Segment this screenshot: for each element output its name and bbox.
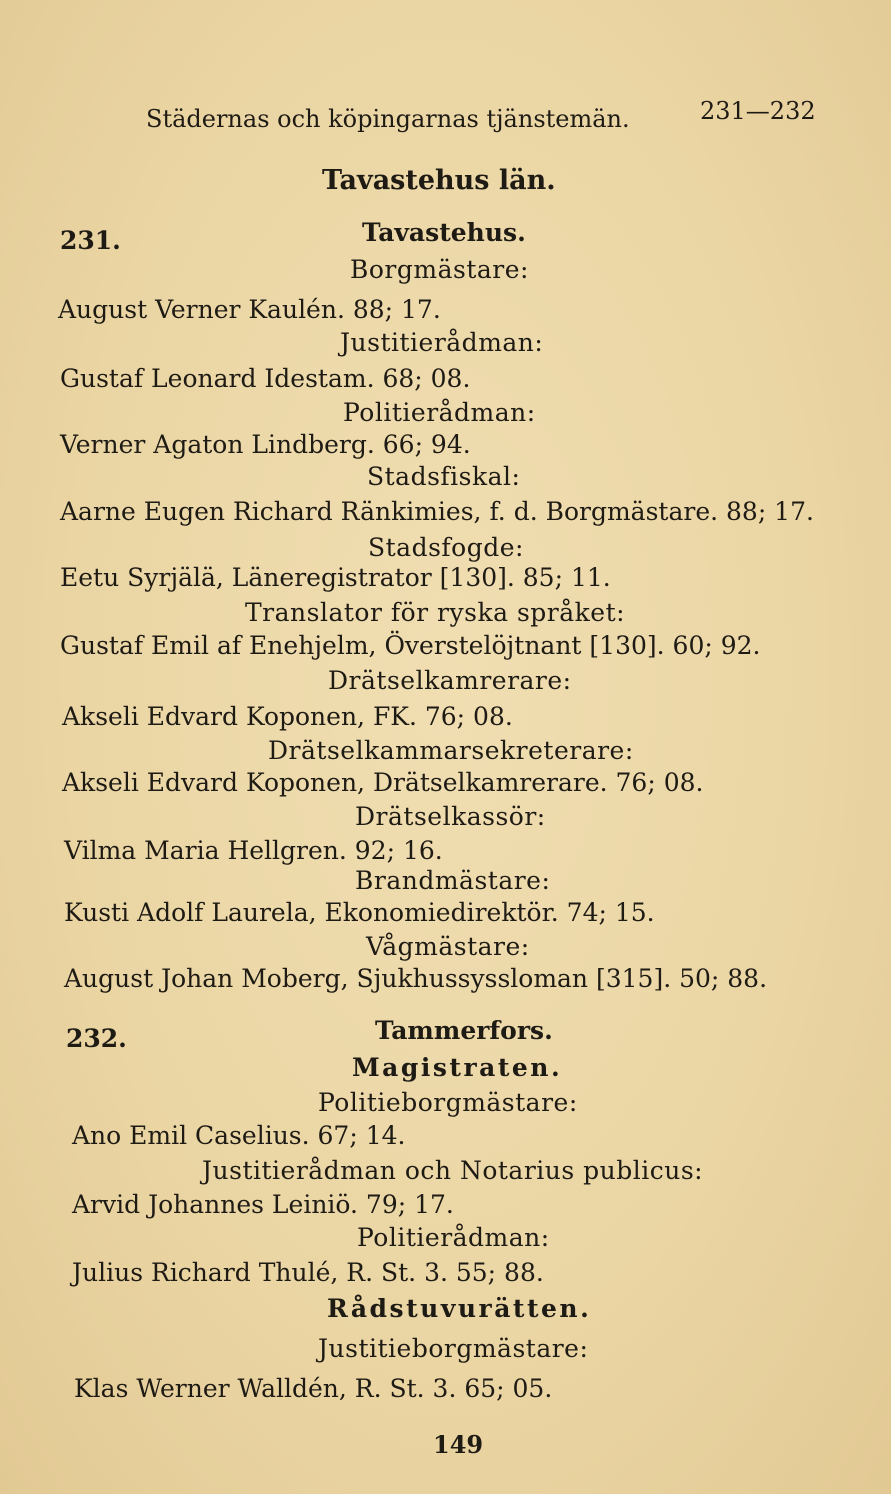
role-label: Drätselkassör:	[355, 802, 546, 831]
role-label: Stadsfogde:	[368, 533, 524, 562]
person-entry: Gustaf Leonard Idestam. 68; 08.	[60, 364, 471, 393]
role-label: Politierådman:	[357, 1223, 550, 1252]
role-label: Vågmästare:	[366, 932, 530, 961]
section-number: 231.	[60, 226, 121, 255]
person-entry: Verner Agaton Lindberg. 66; 94.	[60, 430, 471, 459]
person-entry: Gustaf Emil af Enehjelm, Överstelöjtnant [130]. 60; 92.	[60, 631, 761, 660]
person-entry: Aarne Eugen Richard Ränkimies, f. d. Borgmästare. 88; 17.	[60, 497, 814, 526]
page-range: 231—232	[700, 97, 816, 125]
town-name: Tammerfors.	[375, 1016, 553, 1045]
role-label: Drätselkammarsekreterare:	[268, 736, 634, 765]
person-entry: August Verner Kaulén. 88; 17.	[58, 295, 441, 324]
role-label: Justitierådman:	[340, 328, 544, 357]
role-label: Politieborgmästare:	[318, 1088, 578, 1117]
county-title: Tavastehus län.	[322, 165, 556, 196]
person-entry: Ano Emil Caselius. 67; 14.	[72, 1121, 406, 1150]
person-entry: Arvid Johannes Leiniö. 79; 17.	[72, 1190, 454, 1219]
person-entry: Akseli Edvard Koponen, FK. 76; 08.	[62, 702, 513, 731]
person-entry: Kusti Adolf Laurela, Ekonomiedirektör. 74; 15.	[64, 898, 655, 927]
person-entry: August Johan Moberg, Sjukhussyssloman [315]. 50; 88.	[64, 964, 768, 993]
role-label: Justitierådman och Notarius publicus:	[202, 1156, 704, 1185]
role-label: Translator för ryska språket:	[245, 598, 626, 627]
person-entry: Klas Werner Walldén, R. St. 3. 65; 05.	[74, 1374, 553, 1403]
role-label: Stadsfiskal:	[367, 462, 521, 491]
role-label: Politierådman:	[343, 398, 536, 427]
person-entry: Eetu Syrjälä, Läneregistrator [130]. 85; 11.	[60, 563, 611, 592]
section-number: 232.	[66, 1024, 127, 1053]
role-label: Drätselkamrerare:	[328, 666, 572, 695]
person-entry: Julius Richard Thulé, R. St. 3. 55; 88.	[72, 1258, 544, 1287]
role-label: Brandmästare:	[355, 866, 551, 895]
subheading: Magistraten.	[352, 1053, 563, 1082]
subheading: Rådstuvurätten.	[327, 1294, 592, 1323]
page-number: 149	[433, 1430, 484, 1459]
running-title: Städernas och köpingarnas tjänstemän.	[146, 105, 630, 133]
role-label: Justitieborgmästare:	[318, 1334, 589, 1363]
person-entry: Akseli Edvard Koponen, Drätselkamrerare. 76; 08.	[62, 768, 704, 797]
role-label: Borgmästare:	[350, 255, 529, 284]
town-name: Tavastehus.	[362, 218, 526, 247]
person-entry: Vilma Maria Hellgren. 92; 16.	[64, 836, 443, 865]
